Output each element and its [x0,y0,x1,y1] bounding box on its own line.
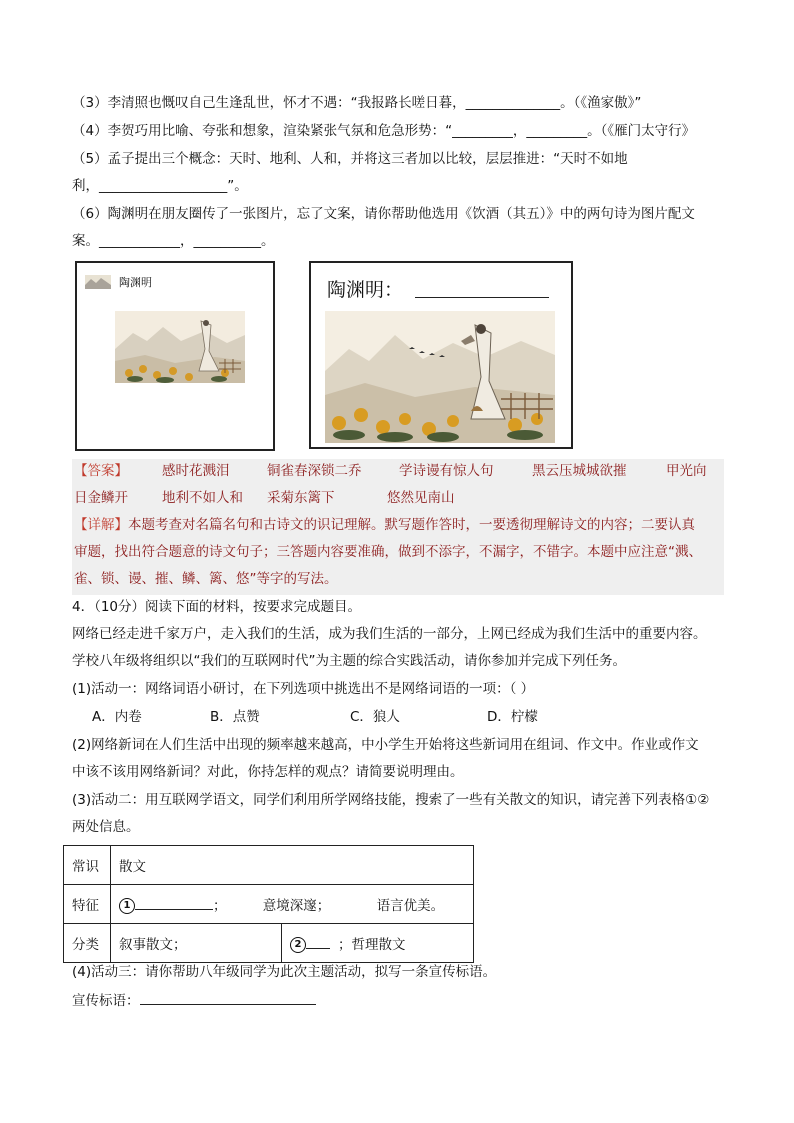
answer-item: 感时花溅泪 [162,463,230,479]
large-card-label: 陶渊明： [327,279,404,301]
answer-item: 悠然见南山 [387,490,455,506]
q4-paragraph-2: 学校八年级将组织以“我们的互联网时代”为主题的综合实践活动，请你参加并完成下列任务。 [72,653,626,669]
detail-text: 本题考查对名篇名句和古诗文的识记理解。默写题作答时，一要透彻理解诗文的内容；二要认真 [128,517,695,533]
prose-info-table [63,845,474,963]
table-row [64,846,474,885]
answer-item: 地利不如人和 [162,490,243,506]
small-card-name: 陶渊明 [119,276,152,289]
answer-item: 采菊东篱下 [267,490,335,506]
option-b[interactable]: B．点赞 [210,709,260,725]
answer-item: 学诗谩有惊人句 [399,463,494,479]
q4-sub-2-line2: 中该不该用网络新词？对此，你持怎样的观点？请简要说明理由。 [72,764,464,780]
row-header: 常识 [64,846,111,885]
category-text: ；哲理散文 [338,937,406,953]
row-header: 分类 [64,924,111,963]
circled-number: 1 [119,898,135,914]
q4-sub-4: (4)活动三：请你帮助八年级同学为此次主题活动，拟写一条宣传标语。 [72,964,497,980]
feature-text: 意境深邃； [262,898,331,914]
answer-tag: 【答案】 [74,463,128,479]
q4-sub-3-line2: 两处信息。 [72,819,140,835]
table-cell: 散文 [111,846,474,885]
poet-painting-small [115,311,245,383]
table-row [64,924,474,963]
q3-item-5-line1: （5）孟子提出三个概念：天时、地利、人和，并将这三者加以比较，层层推进：“天时不如地 [72,151,628,167]
q3-item-6-line1: （6）陶渊明在朋友圈传了一张图片，忘了文案，请你帮助他选用《饮酒（其五）》中的两句诗为图片配文 [72,206,695,222]
detail-tag: 【详解】 [74,517,128,533]
answer-blank-1[interactable] [135,895,213,910]
table-cell [282,924,474,963]
slogan-label: 宣传标语： [72,993,140,1009]
caption-blank[interactable] [415,281,549,298]
option-a[interactable]: A．内卷 [92,709,142,725]
answer-line-1 [74,461,707,481]
table-cell: 叙事散文； [111,924,282,963]
detail-line-2: 审题，找出符合题意的诗文句子；三答题内容要准确，做到不添字，不漏字，不错字。本题中应注意“溅、 [74,544,702,560]
q3-item-6-line2: 案。____________，__________。 [72,233,275,249]
detail-line-3: 雀、锁、谩、摧、鳞、篱、悠”等字的写法。 [74,571,338,587]
q4-paragraph-1: 网络已经走进千家万户，走入我们的生活，成为我们生活的一部分，上网已经成为我们生活中的重要内容。 [72,626,707,642]
small-image-card [75,261,275,451]
row-header: 特征 [64,885,111,924]
q4-heading: 4．（10分）阅读下面的材料，按要求完成题目。 [72,599,362,615]
option-c[interactable]: C．狼人 [350,709,400,725]
q3-item-4: （4）李贺巧用比喻、夸张和想象，渲染紧张气氛和危急形势：“_________，_________。（《雁门太守行》 [72,123,696,139]
q3-item-3: （3）李清照也慨叹自己生逢乱世，怀才不遇：“我报路长嗟日暮，______________。（《渔家傲》” [72,95,642,111]
answer-item: 铜雀春深锁二乔 [267,463,362,479]
table-cell [111,885,474,924]
answer-line-2 [74,488,455,508]
slogan-line [72,990,316,1011]
separator: ； [213,898,227,914]
answer-item: 黑云压城城欲摧 [532,463,627,479]
table-row [64,885,474,924]
q4-sub-1: (1)活动一：网络词语小研讨，在下列选项中挑选出不是网络词语的一项：（ ） [72,681,535,697]
poet-painting-large [325,311,555,443]
answer-blank-2[interactable] [306,934,330,949]
feature-text: 语言优美。 [376,898,445,914]
large-image-card [309,261,573,449]
q4-sub-2-line1: (2)网络新词在人们生活中出现的频率越来越高，中小学生开始将这些新词用在组词、作文中。作业或作文 [72,737,699,753]
small-thumbnail-icon [85,275,111,289]
circled-number: 2 [290,937,306,953]
option-d[interactable]: D．柠檬 [487,709,538,725]
answer-item: 甲光向 [666,463,707,479]
detail-line-1 [74,515,695,535]
q4-sub-3-line1: (3)活动二：用互联网学语文，同学们利用所学网络技能，搜索了一些有关散文的知识，请完善下列表格①② [72,792,710,808]
answer-item: 日金鳞开 [74,490,128,506]
q3-item-5-line2: 利，___________________”。 [72,178,248,194]
slogan-blank[interactable] [140,990,316,1005]
